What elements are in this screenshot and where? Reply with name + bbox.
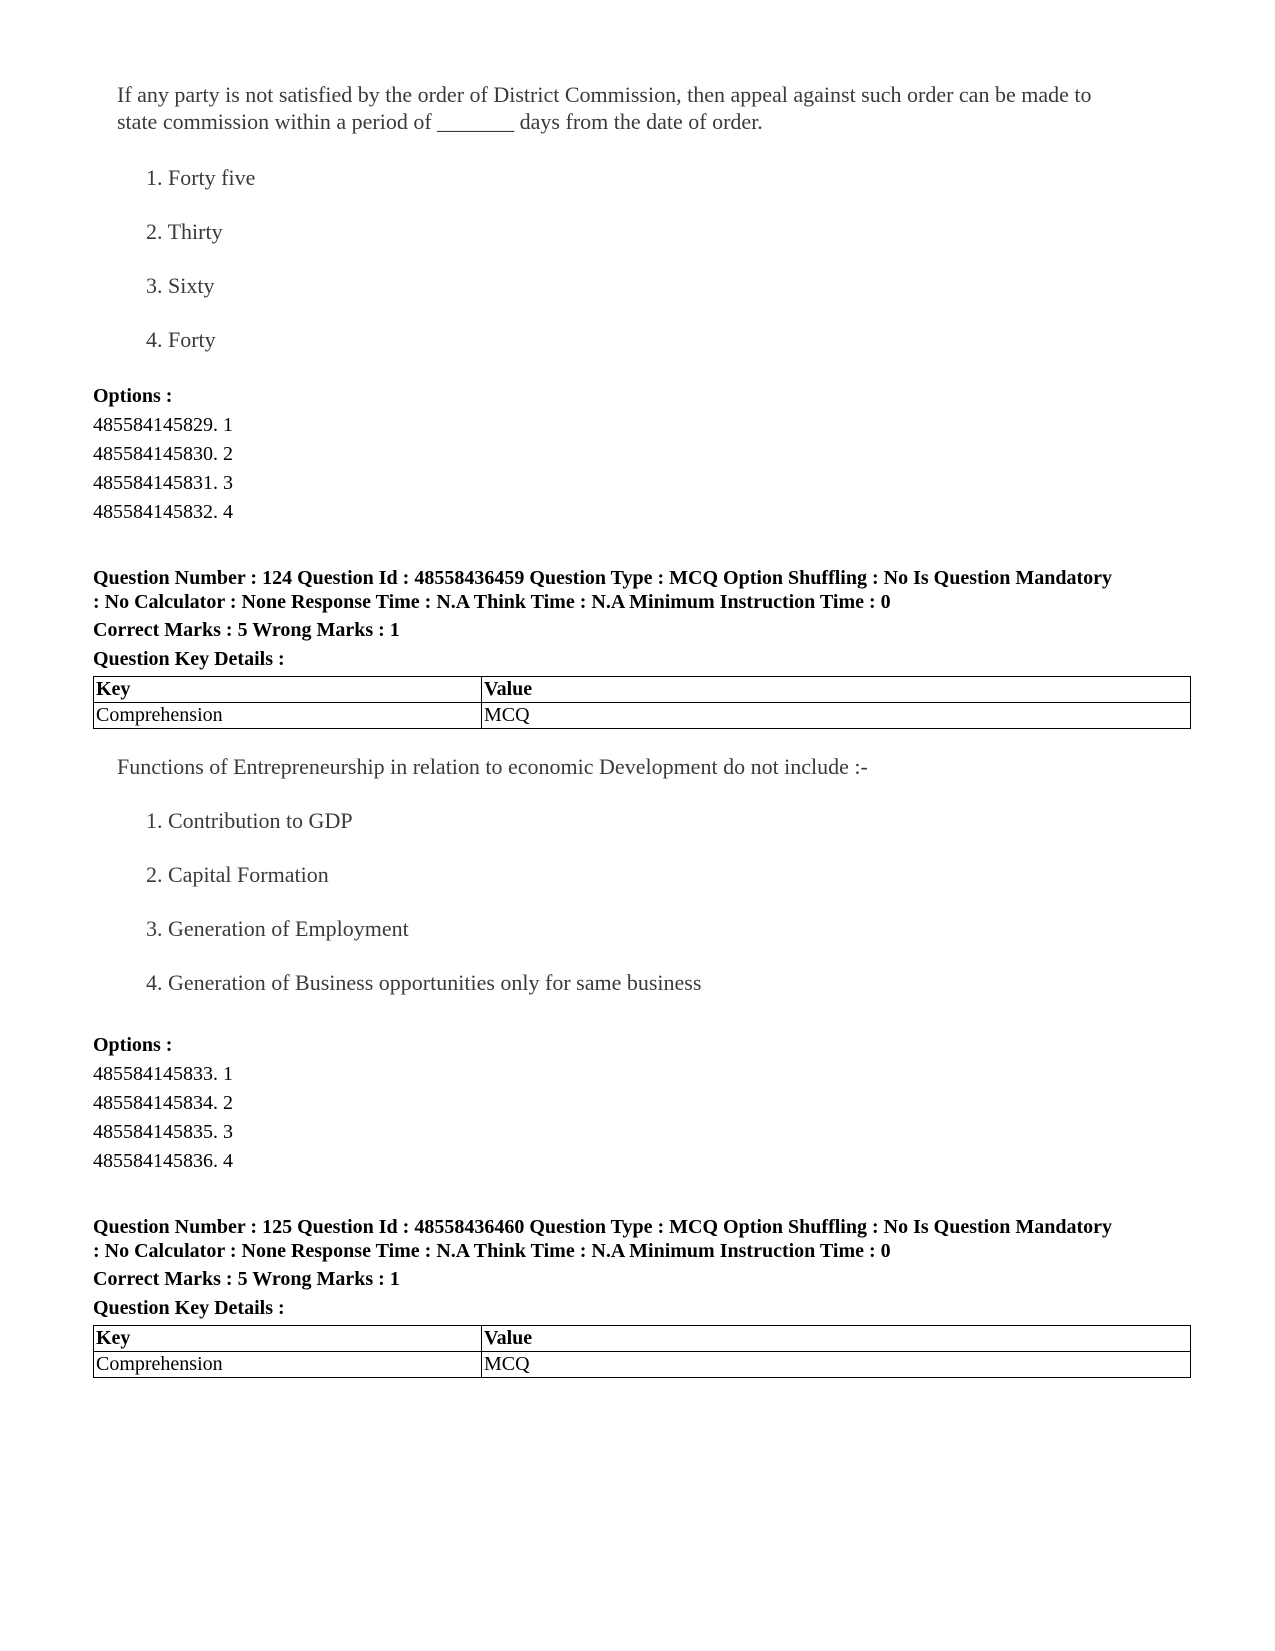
option-item: 485584145832. 4: [93, 501, 233, 523]
table-header-key: Key: [94, 677, 482, 703]
option-item: 485584145834. 2: [93, 1092, 233, 1114]
marks-line: Correct Marks : 5 Wrong Marks : 1: [93, 619, 400, 641]
question-choice-2: 2. Thirty: [146, 219, 223, 244]
question-choice-4: 4. Forty: [146, 327, 216, 352]
question-meta-line-2: : No Calculator : None Response Time : N.A Think Time : N.A Minimum Instruction Time : 0: [93, 1240, 891, 1262]
question-text-line-1: If any party is not satisfied by the order of District Commission, then appeal against such order can be made to: [117, 82, 1092, 107]
question-choice-3: 3. Generation of Employment: [146, 916, 409, 941]
question-choice-1: 1. Contribution to GDP: [146, 808, 353, 833]
key-details-table: [93, 676, 1191, 729]
table-cell-key: Comprehension: [94, 1352, 482, 1378]
question-meta-line-1: Question Number : 124 Question Id : 48558436459 Question Type : MCQ Option Shuffling : No Is Question Mandatory: [93, 567, 1112, 589]
question-meta-line-1: Question Number : 125 Question Id : 48558436460 Question Type : MCQ Option Shuffling : No Is Question Mandatory: [93, 1216, 1112, 1238]
question-choice-2: 2. Capital Formation: [146, 862, 329, 887]
table-header-value: Value: [482, 1326, 1191, 1352]
question-choice-1: 1. Forty five: [146, 165, 256, 190]
question-image-123: [0, 0, 1275, 370]
option-item: 485584145833. 1: [93, 1063, 233, 1085]
option-item: 485584145836. 4: [93, 1150, 233, 1172]
table-cell-value: MCQ: [482, 703, 1191, 729]
table-header-row: [94, 677, 1191, 703]
option-item: 485584145830. 2: [93, 443, 233, 465]
table-row: [94, 1352, 1191, 1378]
marks-line: Correct Marks : 5 Wrong Marks : 1: [93, 1268, 400, 1290]
table-header-row: [94, 1326, 1191, 1352]
key-details-table: [93, 1325, 1191, 1378]
question-meta: [93, 566, 1193, 614]
options-label: Options :: [93, 385, 173, 407]
option-item: 485584145831. 3: [93, 472, 233, 494]
key-details-label: Question Key Details :: [93, 1297, 285, 1319]
table-cell-key: Comprehension: [94, 703, 482, 729]
option-item: 485584145835. 3: [93, 1121, 233, 1143]
question-text-line-1: Functions of Entrepreneurship in relation to economic Development do not include :-: [117, 754, 868, 779]
table-cell-value: MCQ: [482, 1352, 1191, 1378]
question-meta-line-2: : No Calculator : None Response Time : N.A Think Time : N.A Minimum Instruction Time : 0: [93, 591, 891, 613]
question-meta: [93, 1215, 1193, 1263]
table-header-key: Key: [94, 1326, 482, 1352]
table-header-value: Value: [482, 677, 1191, 703]
question-choice-4: 4. Generation of Business opportunities only for same business: [146, 970, 702, 995]
options-label: Options :: [93, 1034, 173, 1056]
option-item: 485584145829. 1: [93, 414, 233, 436]
question-choice-3: 3. Sixty: [146, 273, 215, 298]
table-row: [94, 703, 1191, 729]
question-image-124: [0, 740, 1275, 1010]
question-text-line-2: state commission within a period of _______ days from the date of order.: [117, 109, 763, 134]
key-details-label: Question Key Details :: [93, 648, 285, 670]
